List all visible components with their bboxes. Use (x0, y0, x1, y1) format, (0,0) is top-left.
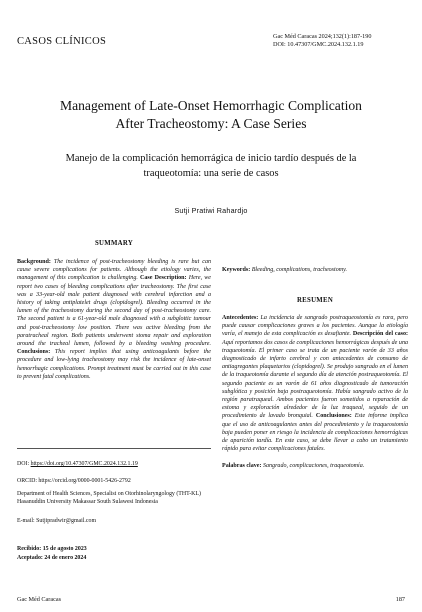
summary-continuation (222, 236, 408, 274)
descripcion-text: Aquí reportamos dos casos de complicaciones hemorrágicas después de una traqueotomía. El primer caso se trata de un paciente varón de 33 años diagnosticado de infarto cerebral y con antecedentes de consumo de antiagregantes plaquetarios (clopidogrel). Se produjo sangrado en el lumen de la traqueotomía durante el segundo día de atención postraqueotomía. El segundo paciente es un varón de 61 años diagnosticado de tumoración subglótica y posición baja postraqueotomía. Había sangrado activo de la región paratraqueal. Ambos pacientes fueron sometidos a reparación de estoma y exploración alrededor de la luz traqueal, seguido de un procedimiento de lavado bronquial. (222, 339, 408, 420)
keywords-text: Bleeding, complications, tracheostomy. (250, 267, 347, 273)
section-label: CASOS CLÍNICOS (17, 36, 107, 47)
palabras-clave-paragraph (222, 462, 408, 470)
received-line (17, 546, 211, 554)
article-title-line-1: Management of Late-Onset Hemorrhagic Complication (60, 98, 362, 113)
author-name: Sutji Pratiwi Rahardjo (174, 206, 248, 215)
background-label: Background: (17, 259, 51, 265)
accepted-date: 24 de enero 2024 (42, 555, 87, 561)
journal-doi: DOI: 10.47307/GMC.2024.132.1.19 (273, 41, 364, 48)
orcid-line[interactable]: ORCID: https://orcid.org/0000-0001-5426-2792 (17, 478, 131, 484)
summary-heading: SUMMARY (94, 240, 134, 247)
resumen-heading: RESUMEN (296, 297, 334, 304)
journal-citation: Gac Méd Caracas 2024;132(1):187-190 (273, 33, 372, 40)
keywords-label: Keywords: (222, 267, 251, 273)
antecedentes-text: La incidencia de sangrado postraqueostomía es rara, pero puede causar complicaciones graves a los pacientes. Aunque la etiología varía, el manejo de esta complicación es desafiante. (222, 315, 408, 338)
doi-line (17, 461, 211, 469)
accepted-line (17, 555, 211, 563)
column-divider-rule (17, 448, 211, 449)
resumen-paragraph (222, 314, 408, 453)
descripcion-label: Descripción del caso: (352, 331, 408, 338)
spanish-title (20, 151, 402, 181)
summary-abstract (17, 258, 211, 381)
affiliation: Department of Health Sciences, Specialist on Otorhinolaryngology (THT-KL) Hasanuddin University Makassar South Sulawesi Indonesia (17, 491, 201, 505)
palabras-clave-label: Palabras clave: (222, 463, 262, 470)
spanish-title-line-2: traqueotomía: una serie de casos (143, 168, 279, 179)
spanish-title-line-1: Manejo de la complicación hemorrágica de inicio tardío después de la (65, 153, 357, 164)
received-label: Recibido: (17, 546, 42, 552)
received-date: 15 de agosto 2023 (41, 546, 87, 552)
conclusiones-text: Este informe implica que el uso de anticoagulantes antes del procedimiento y la traqueostomía baja pueden poner en riesgo la incidencia de complicaciones hemorrágicas de aparición tardía. En este caso, se debe llevar a cabo un tratamiento rápido para evitar complicaciones fatales. (222, 413, 408, 453)
article-title-line-2: After Tracheostomy: A Case Series (115, 116, 307, 131)
footer-journal: Gac Méd Caracas (17, 596, 61, 603)
email-line[interactable]: E-mail: Sutjipradwir@gmail.com (17, 518, 97, 524)
conclusions-text: This report implies that using anticoagulants before the procedure and low-lying tracheostomy may risk the incidence of late-onset hemorrhagic complications. Prompt treatment must be carried out in this case to prevent fatal complications. (17, 349, 211, 380)
page-number: 187 (395, 596, 405, 603)
conclusiones-label: Conclusiones: (315, 413, 352, 420)
summary-paragraph (17, 258, 211, 381)
doi-link[interactable]: https://doi.org/10.47307/GMC.2024.132.1.19 (30, 461, 138, 467)
palabras-clave-text: Sangrado, complicaciones, traqueotomía. (261, 463, 365, 470)
conclusions-label: Conclusions: (17, 349, 51, 356)
case-description-label: Case Description: (140, 275, 187, 282)
doi-label: DOI: (17, 461, 31, 467)
journal-reference (273, 33, 405, 49)
accepted-label: Aceptado: (17, 555, 43, 561)
background-text: The incidence of post-tracheostomy bleeding is rare but can cause severe complications for patients. Although the etiology varies, the management of this complication is challenging. (17, 259, 211, 282)
antecedentes-label: Antecedentes: (222, 315, 259, 321)
keywords-paragraph (222, 266, 408, 274)
article-title (20, 97, 402, 133)
resumen-abstract (222, 314, 408, 471)
case-description-text: Here, we report two cases of bleeding complications after tracheostomy. The first case was a 33-year-old male patient diagnosed with cerebral infarction and a history of taking antiplatelet drugs (clopidogrel). Bleeding occurred in the lumen of the tracheostomy during the second day of post-tracheostomy care. The second patient is a 61-year-old male diagnosed with a subglottic tumour and post-tracheostomy low position. There was active bleeding from the paratracheal region. Both patients underwent stoma repair and exploration around the tracheal lumen, followed by a bleeding washing procedure. (17, 275, 211, 348)
